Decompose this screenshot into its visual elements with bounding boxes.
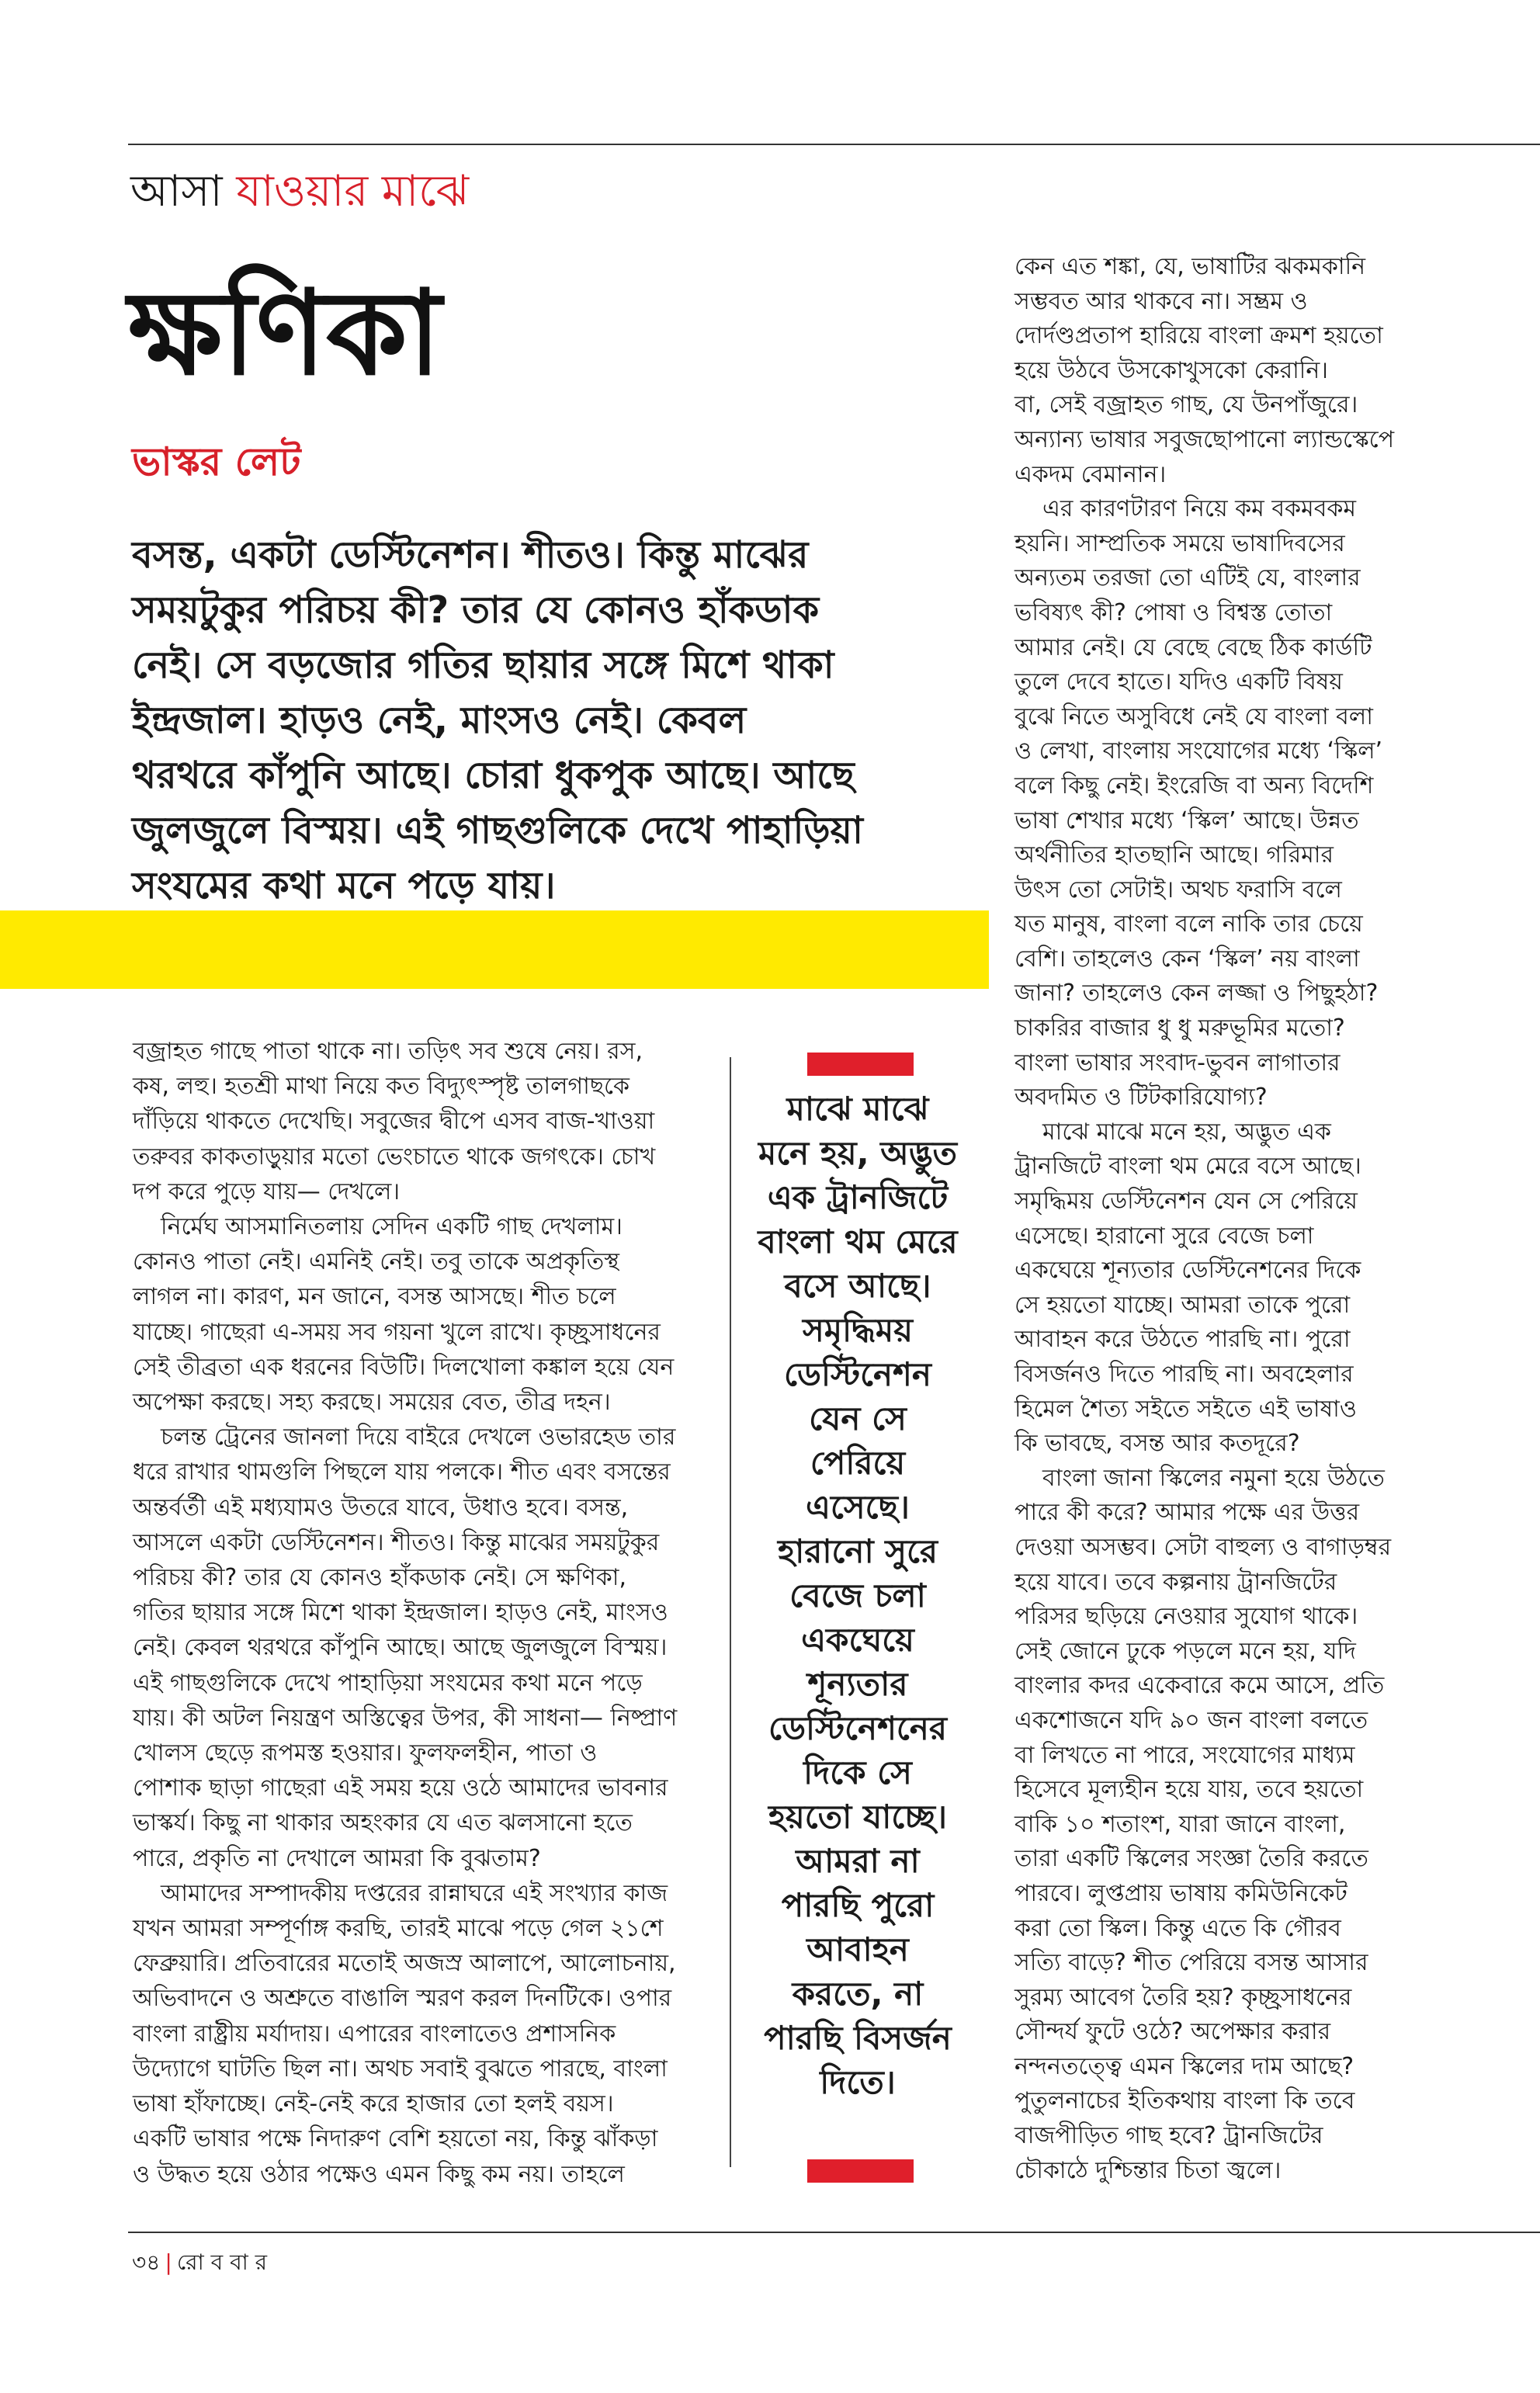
bottom-divider [128, 2232, 1540, 2233]
body-line: এসেছে। হারানো সুরে বেজে চলা [1015, 1222, 1314, 1250]
pull-quote-bar-top [807, 1053, 914, 1076]
body-line: বা লিখতে না পারে, সংযোগের মাধ্যম [1015, 1741, 1355, 1769]
pull-quote-line: করতে, না [792, 1975, 924, 2013]
body-line: ট্রানজিটে বাংলা থম মেরে বসে আছে। [1015, 1153, 1361, 1181]
body-line: দপ করে পুড়ে যায়— দেখলে। [133, 1177, 401, 1205]
page-number: ৩৪ [132, 2249, 161, 2275]
pull-quote-line: হারানো সুরে [778, 1532, 938, 1570]
body-line: হয়ে যাবে। তবে কল্পনায় ট্রানজিটের [1015, 1568, 1337, 1596]
body-line: সেই জোনে ঢুকে পড়লে মনে হয়, যদি [1015, 1637, 1356, 1665]
paragraph [133, 1420, 703, 1876]
body-column-left [133, 1034, 703, 2192]
body-line: ও লেখা, বাংলায় সংযোগের মধ্যে ‘স্কিল’ [1015, 737, 1383, 765]
body-line: ধরে রাখার থামগুলি পিছলে যায় পলকে। শীত এবং বসন্তের [133, 1458, 671, 1486]
body-line: একশোজনে যদি ৯০ জন বাংলা বলতে [1015, 1706, 1368, 1734]
body-line: জানা? তাহলেও কেন লজ্জা ও পিছুহঠা? [1015, 980, 1379, 1007]
body-line: পোশাক ছাড়া গাছেরা এই সময় হয়ে ওঠে আমাদের ভাবনার [133, 1774, 668, 1802]
intro-line: ইন্দ্রজাল। হাড়ও নেই, মাংসও নেই। কেবল [132, 699, 747, 742]
body-line: ভবিষ্যৎ কী? পোষা ও বিশ্বস্ত তোতা [1015, 598, 1333, 626]
pull-quote-bar-bottom [807, 2159, 914, 2183]
body-line: পুতুলনাচের ইতিকথায় বাংলা কি তবে [1015, 2087, 1355, 2115]
body-line: গতির ছায়ার সঙ্গে মিশে থাকা ইন্দ্রজাল। হাড়ও নেই, মাংসও [133, 1599, 668, 1627]
body-line: তুলে দেবে হাতে। যদিও একটি বিষয় [1015, 668, 1343, 696]
body-line: সৌন্দর্য ফুটে ওঠে? অপেক্ষার করার [1015, 2018, 1331, 2046]
body-line: ভাষা হাঁফাচ্ছে। নেই-নেই করে হাজার তো হলই বয়স। [133, 2090, 614, 2118]
body-line: কোনও পাতা নেই। এমনিই নেই। তবু তাকে অপ্রকৃতিস্থ [133, 1248, 620, 1276]
body-line: বাজপীড়িত গাছ হবে? ট্রানজিটের [1015, 2122, 1323, 2150]
body-line: দোর্দণ্ডপ্রতাপ হারিয়ে বাংলা ক্রমশ হয়তো [1015, 322, 1383, 350]
body-line: যত মানুষ, বাংলা বলে নাকি তার চেয়ে [1015, 910, 1363, 938]
pull-quote-line: পারছি পুরো [781, 1886, 935, 1924]
body-line: দাঁড়িয়ে থাকতে দেখেছি। সবুজের দ্বীপে এসব বাজ-খাওয়া [133, 1108, 655, 1136]
body-line: পারে কী করে? আমার পক্ষে এর উত্তর [1015, 1499, 1360, 1527]
pull-quote-line: ডেস্টিনেশনের [768, 1709, 947, 1747]
page-footer [132, 2247, 267, 2278]
body-line: অপেক্ষা করছে। সহ্য করছে। সময়ের বেত, তীব্র দহন। [133, 1389, 611, 1417]
article-title: ক্ষণিকা [128, 266, 442, 401]
body-line: হিসেবে মূল্যহীন হয়ে যায়, তবে হয়তো [1015, 1776, 1364, 1804]
body-line: ফেব্রুয়ারি। প্রতিবারের মতোই অজস্র আলাপে, আলোচনায়, [133, 1950, 676, 1978]
body-line: আসলে একটা ডেস্টিনেশন। শীতও। কিন্তু মাঝের সময়টুকুর [133, 1528, 660, 1556]
body-line: আমার নেই। যে বেছে বেছে ঠিক কার্ডটি [1015, 633, 1372, 661]
body-line: বাংলা জানা স্কিলের নমুনা হয়ে উঠতে [1042, 1464, 1385, 1492]
body-line: করা তো স্কিল। কিন্তু এতে কি গৌরব [1015, 1914, 1341, 1942]
body-line: যাচ্ছে। গাছেরা এ-সময় সব গয়না খুলে রাখে। কৃচ্ছ্রসাধনের [133, 1318, 661, 1346]
intro-line: সংযমের কথা মনে পড়ে যায়। [132, 864, 556, 907]
body-line: কষ, লহু। হতশ্রী মাথা নিয়ে কত বিদ্যুৎস্পৃষ্ট তালগাছকে [133, 1073, 630, 1101]
section-heading-part2: যাওয়ার মাঝে [236, 166, 470, 217]
body-line: একদম বেমানান। [1015, 460, 1167, 488]
intro-line: থরথরে কাঁপুনি আছে। চোরা ধুকপুক আছে। আছে [132, 754, 855, 797]
pull-quote-line: আমরা না [796, 1842, 920, 1880]
body-line: তারা একটি স্কিলের সংজ্ঞা তৈরি করতে [1015, 1845, 1368, 1873]
intro-line: বসন্ত, একটা ডেস্টিনেশন। শীতও। কিন্তু মাঝের [132, 533, 809, 577]
pull-quote-line: বাংলা থম মেরে [758, 1223, 958, 1261]
body-line: বলে কিছু নেই। ইংরেজি বা অন্য বিদেশি [1015, 772, 1374, 799]
body-line: পারে, প্রকৃতি না দেখালে আমরা কি বুঝতাম? [133, 1844, 541, 1872]
body-line: চলন্ত ট্রেনের জানলা দিয়ে বাইরে দেখলে ওভারহেড তার [161, 1424, 676, 1451]
body-line: ও উদ্ধত হয়ে ওঠার পক্ষেও এমন কিছু কম নয়। তাহলে [133, 2160, 625, 2188]
pull-quote-line: পারছি বিসর্জন [764, 2019, 952, 2057]
body-line: তরুবর কাকতাড়ুয়ার মতো ভেংচাতে থাকে জগৎকে। চোখ [133, 1143, 656, 1170]
body-line: অর্থনীতির হাতছানি আছে। গরিমার [1015, 841, 1334, 869]
intro-line: জুলজুলে বিস্ময়। এই গাছগুলিকে দেখে পাহাড়িয়া [132, 809, 863, 852]
body-column-right [1015, 250, 1410, 2188]
body-line: বাংলা ভাষার সংবাদ-ভুবন লাগাতার [1015, 1049, 1341, 1077]
pull-quote-line: হয়তো যাচ্ছে। [768, 1798, 948, 1836]
body-line: অবদমিত ও টিটকারিযোগ্য? [1015, 1084, 1268, 1112]
top-divider [128, 144, 1540, 145]
body-line: অন্যতম তরজা তো এটিই যে, বাংলার [1015, 564, 1361, 592]
body-line: একটি ভাষার পক্ষে নিদারুণ বেশি হয়তো নয়, কিন্তু ঝাঁকড়া [133, 2125, 658, 2153]
pull-quote-line: আবাহন [806, 1930, 909, 1968]
body-line: আমাদের সম্পাদকীয় দপ্তরের রান্নাঘরে এই সংখ্যার কাজ [161, 1879, 668, 1907]
body-line: বাংলা রাষ্ট্রীয় মর্যাদায়। এপারের বাংলাতেও প্রশাসনিক [133, 2020, 616, 2048]
body-line: উৎস তো সেটাই। অথচ ফরাসি বলে [1015, 876, 1342, 903]
body-line: ভাস্কর্য। কিছু না থাকার অহংকার যে এত ঝলসানো হতে [133, 1809, 633, 1837]
pull-quote-line: দিতে। [820, 2063, 896, 2101]
body-line: সে হয়তো যাচ্ছে। আমরা তাকে পুরো [1015, 1291, 1351, 1319]
body-line: পরিসর ছড়িয়ে নেওয়ার সুযোগ থাকে। [1015, 1603, 1358, 1631]
body-line: অভিবাদনে ও অশ্রুতে বাঙালি স্মরণ করল দিনটিকে। ওপার [133, 1985, 672, 2013]
body-line: বেশি। তাহলেও কেন ‘স্কিল’ নয় বাংলা [1015, 945, 1360, 973]
body-line: হয়নি। সাম্প্রতিক সময়ে ভাষাদিবসের [1015, 529, 1345, 557]
pull-quote-line: যেন সে [809, 1399, 907, 1438]
body-line: খোলস ছেড়ে রূপমস্ত হওয়ার। ফুলফলহীন, পাতা ও [133, 1739, 598, 1767]
pull-quote-line: ডেস্টিনেশন [784, 1355, 931, 1393]
body-line: সুরম্য আবেগ তৈরি হয়? কৃচ্ছ্রসাধনের [1015, 1983, 1352, 2011]
pull-quote-line: বসে আছে। [784, 1267, 931, 1305]
intro-line: সময়টুকুর পরিচয় কী? তার যে কোনও হাঁকডাক [132, 588, 820, 632]
body-line: চৌকাঠে দুশ্চিন্তার চিতা জ্বলে। [1015, 2156, 1282, 2184]
body-line: সেই তীব্রতা এক ধরনের বিউটি। দিলখোলা কঙ্কাল হয়ে যেন [133, 1353, 675, 1381]
body-line: চাকরির বাজার ধু ধু মরুভূমির মতো? [1015, 1014, 1345, 1042]
pull-quote-line: মাঝে মাঝে [786, 1090, 929, 1128]
body-line: কি ভাবছে, বসন্ত আর কতদূরে? [1015, 1430, 1300, 1458]
body-line: এর কারণটারণ নিয়ে কম বকমবকম [1042, 495, 1357, 523]
section-heading-part1: আসা [130, 166, 223, 217]
body-line: নেই। কেবল থরথরে কাঁপুনি আছে। আছে জুলজুলে বিস্ময়। [133, 1634, 668, 1662]
intro-line: নেই। সে বড়জোর গতির ছায়ার সঙ্গে মিশে থাকা [132, 643, 834, 687]
pull-quote-line: সমৃদ্ধিময় [803, 1311, 913, 1349]
pull-quote-line: পেরিয়ে [810, 1444, 906, 1482]
body-line: কেন এত শঙ্কা, যে, ভাষাটির ঝকমকানি [1015, 253, 1366, 280]
intro-standfirst [132, 528, 900, 914]
pull-quote [745, 1087, 970, 2104]
body-line: হয়ে উঠবে উসকোখুসকো কেরানি। [1015, 356, 1329, 384]
pull-quote-line: এক ট্রানজিটে [767, 1178, 949, 1216]
yellow-band [0, 910, 989, 989]
body-line: দেওয়া অসম্ভব। সেটা বাহুল্য ও বাগাড়ম্বর [1015, 1533, 1392, 1561]
footer-separator: | [165, 2249, 172, 2275]
paragraph [1015, 1462, 1410, 2188]
body-line: বুঝে নিতে অসুবিধে নেই যে বাংলা বলা [1015, 702, 1373, 730]
body-line: এই গাছগুলিকে দেখে পাহাড়িয়া সংযমের কথা মনে পড়ে [133, 1669, 643, 1697]
pull-quote-line: এসেছে। [806, 1488, 910, 1526]
body-line: সমৃদ্ধিময় ডেস্টিনেশন যেন সে পেরিয়ে [1015, 1188, 1358, 1216]
paragraph [1015, 250, 1410, 492]
body-line: বাংলার কদর একেবারে কমে আসে, প্রতি [1015, 1672, 1385, 1700]
body-line: পারবে। লুপ্তপ্রায় ভাষায় কমিউনিকেট [1015, 1879, 1348, 1907]
body-line: সত্যি বাড়ে? শীত পেরিয়ে বসন্ত আসার [1015, 1949, 1368, 1977]
paragraph [133, 1876, 703, 2192]
body-line: হিমেল শৈত্য সইতে সইতে এই ভাষাও [1015, 1395, 1357, 1423]
body-line: বিসর্জনও দিতে পারছি না। অবহেলার [1015, 1361, 1354, 1388]
pull-quote-line: শূন্যতার [807, 1665, 908, 1703]
body-line: যখন আমরা সম্পূর্ণাঙ্গ করছি, তারই মাঝে পড়ে গেল ২১শে [133, 1915, 664, 1943]
pull-quote-line: দিকে সে [803, 1753, 912, 1791]
body-line: বজ্রাহত গাছে পাতা থাকে না। তড়িৎ সব শুষে নেয়। রস, [133, 1038, 643, 1065]
section-heading [130, 165, 469, 219]
body-line: অন্তর্বর্তী এই মধ্যযামও উতরে যাবে, উধাও হবে। বসন্ত, [133, 1493, 629, 1521]
body-line: যায়। কী অটল নিয়ন্ত্রণ অস্তিত্বের উপর, কী সাধনা— নিষ্প্রাণ [133, 1704, 678, 1732]
body-line: উদ্যোগে ঘাটতি ছিল না। অথচ সবাই বুঝতে পারছে, বাংলা [133, 2055, 668, 2083]
column-divider [730, 1057, 731, 2167]
pull-quote-line: একঘেয়ে [801, 1621, 914, 1659]
body-line: অন্যান্য ভাষার সবুজছোপানো ল্যান্ডস্কেপে [1015, 425, 1395, 453]
pull-quote-line: বেজে চলা [789, 1576, 926, 1614]
body-line: নন্দনতত্ত্বে এমন স্কিলের দাম আছে? [1015, 2052, 1354, 2080]
paragraph [1015, 1115, 1410, 1462]
magazine-name: রো ব বা র [176, 2249, 268, 2275]
body-line: বাকি ১০ শতাংশ, যারা জানে বাংলা, [1015, 1810, 1346, 1838]
paragraph [133, 1209, 703, 1420]
body-line: বা, সেই বজ্রাহত গাছ, যে উনপাঁজুরে। [1015, 391, 1358, 419]
body-line: নির্মেঘ আসমানিতলায় সেদিন একটি গাছ দেখলাম। [161, 1213, 623, 1241]
author-byline: ভাস্কর লেট [132, 439, 301, 484]
body-line: লাগল না। কারণ, মন জানে, বসন্ত আসছে। শীত চলে [133, 1283, 616, 1311]
pull-quote-line: মনে হয়, অদ্ভুত [758, 1134, 958, 1172]
body-line: একঘেয়ে শূন্যতার ডেস্টিনেশনের দিকে [1015, 1257, 1361, 1285]
body-line: সম্ভবত আর থাকবে না। সম্ভ্রম ও [1015, 287, 1308, 315]
body-line: পরিচয় কী? তার যে কোনও হাঁকডাক নেই। সে ক্ষণিকা, [133, 1564, 626, 1592]
body-line: মাঝে মাঝে মনে হয়, অদ্ভুত এক [1042, 1118, 1331, 1146]
body-line: ভাষা শেখার মধ্যে ‘স্কিল’ আছে। উন্নত [1015, 806, 1359, 834]
paragraph [1015, 492, 1410, 1115]
body-line: আবাহন করে উঠতে পারছি না। পুরো [1015, 1326, 1351, 1354]
paragraph [133, 1034, 703, 1209]
